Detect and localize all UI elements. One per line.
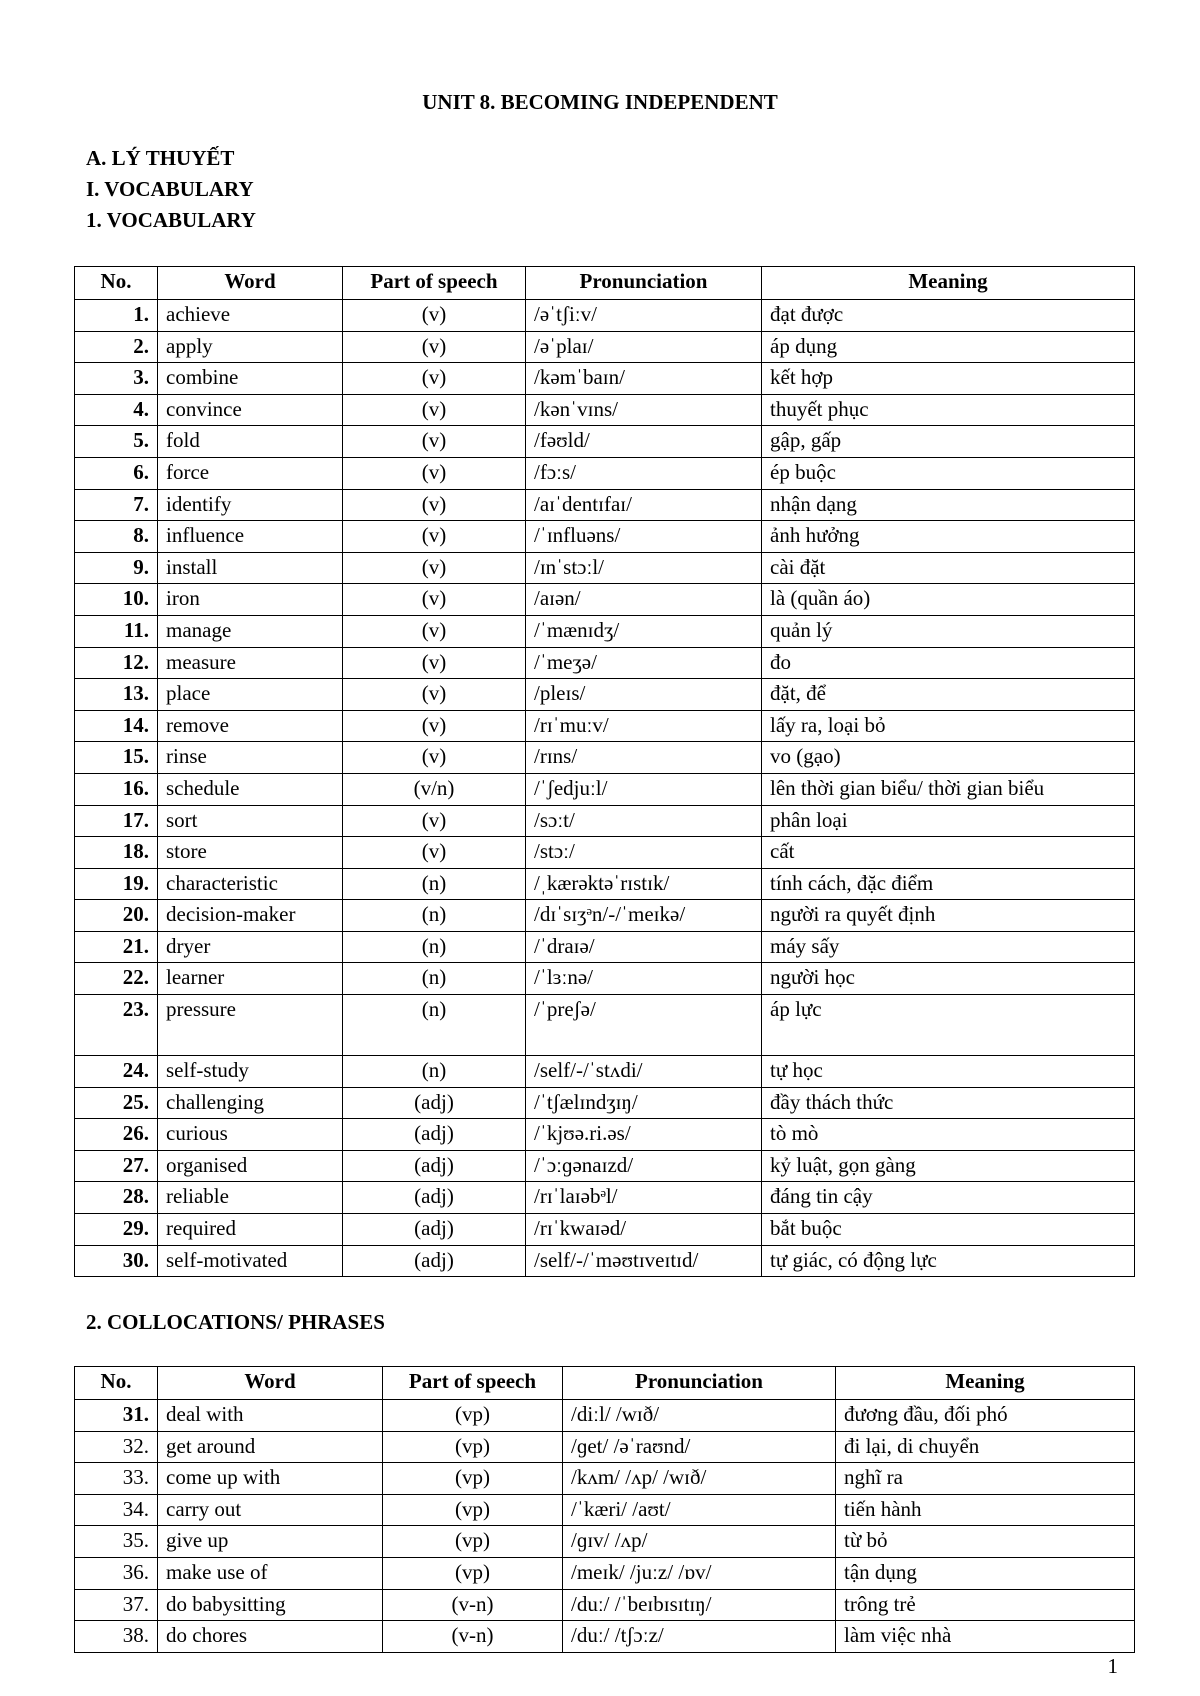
table-row (75, 931, 1135, 963)
cell-pronunciation: /ˌkærəktəˈrɪstɪk/ (526, 868, 762, 900)
cell-meaning: tính cách, đặc điểm (762, 868, 1135, 900)
cell-meaning: cất (762, 837, 1135, 869)
cell-meaning: áp dụng (762, 331, 1135, 363)
table-row (75, 1589, 1135, 1621)
cell-pronunciation: /rɪˈlaɪəbᵊl/ (526, 1182, 762, 1214)
cell-word: apply (158, 331, 343, 363)
table-row (75, 331, 1135, 363)
cell-meaning: thuyết phục (762, 394, 1135, 426)
table-row (75, 1119, 1135, 1151)
cell-word: fold (158, 426, 343, 458)
table-row (75, 457, 1135, 489)
cell-meaning: trông trẻ (836, 1589, 1135, 1621)
cell-pos: (v) (343, 363, 526, 395)
cell-word: reliable (158, 1182, 343, 1214)
cell-meaning: làm việc nhà (836, 1621, 1135, 1653)
cell-pronunciation: /ˈkjʊə.ri.əs/ (526, 1119, 762, 1151)
vocabulary-rows (75, 300, 1135, 1277)
cell-no: 27. (75, 1150, 158, 1182)
cell-meaning: cài đặt (762, 552, 1135, 584)
cell-word: challenging (158, 1087, 343, 1119)
cell-word: do babysitting (158, 1589, 383, 1621)
cell-word: come up with (158, 1463, 383, 1495)
cell-pronunciation: /ɪnˈstɔːl/ (526, 552, 762, 584)
cell-pos: (v/n) (343, 773, 526, 805)
cell-pronunciation: /ˈlɜːnə/ (526, 963, 762, 995)
cell-meaning: đáng tin cậy (762, 1182, 1135, 1214)
cell-word: decision-maker (158, 900, 343, 932)
cell-pos: (v-n) (383, 1589, 563, 1621)
cell-pos: (n) (343, 931, 526, 963)
table-row (75, 489, 1135, 521)
cell-word: iron (158, 584, 343, 616)
cell-no: 8. (75, 521, 158, 553)
cell-no: 13. (75, 679, 158, 711)
cell-pos: (v) (343, 837, 526, 869)
cell-no: 26. (75, 1119, 158, 1151)
cell-word: learner (158, 963, 343, 995)
cell-pronunciation: /ɡet/ /əˈraʊnd/ (563, 1431, 836, 1463)
cell-pronunciation: /pleɪs/ (526, 679, 762, 711)
table-row (75, 1400, 1135, 1432)
cell-pos: (vp) (383, 1557, 563, 1589)
cell-word: deal with (158, 1400, 383, 1432)
cell-word: get around (158, 1431, 383, 1463)
cell-pos: (n) (343, 963, 526, 995)
table-row (75, 1214, 1135, 1246)
cell-pronunciation: /rɪns/ (526, 742, 762, 774)
collocation-rows (75, 1400, 1135, 1653)
cell-meaning: quản lý (762, 615, 1135, 647)
cell-meaning: nhận dạng (762, 489, 1135, 521)
cell-no: 23. (75, 995, 158, 1056)
cell-no: 38. (75, 1621, 158, 1653)
cell-meaning: tò mò (762, 1119, 1135, 1151)
table-row (75, 426, 1135, 458)
page-title: UNIT 8. BECOMING INDEPENDENT (422, 90, 778, 114)
cell-no: 10. (75, 584, 158, 616)
cell-meaning: máy sấy (762, 931, 1135, 963)
cell-no: 35. (75, 1526, 158, 1558)
table-row (75, 805, 1135, 837)
cell-no: 31. (75, 1400, 158, 1432)
cell-meaning: bắt buộc (762, 1214, 1135, 1246)
cell-meaning: kỷ luật, gọn gàng (762, 1150, 1135, 1182)
cell-meaning: đo (762, 647, 1135, 679)
cell-pronunciation: /əˈtʃiːv/ (526, 300, 762, 332)
cell-pronunciation: /ˈkæri/ /aʊt/ (563, 1494, 836, 1526)
cell-no: 3. (75, 363, 158, 395)
cell-word: remove (158, 710, 343, 742)
cell-word: required (158, 1214, 343, 1246)
table-row (75, 552, 1135, 584)
cell-meaning: nghĩ ra (836, 1463, 1135, 1495)
cell-word: self-study (158, 1056, 343, 1088)
cell-word: identify (158, 489, 343, 521)
cell-meaning: ảnh hưởng (762, 521, 1135, 553)
cell-word: install (158, 552, 343, 584)
table-row (75, 1245, 1135, 1277)
cell-pos: (v) (343, 331, 526, 363)
cell-meaning: tận dụng (836, 1557, 1135, 1589)
cell-pos: (vp) (383, 1463, 563, 1495)
cell-word: characteristic (158, 868, 343, 900)
cell-word: measure (158, 647, 343, 679)
col-header-meaning: Meaning (762, 267, 1135, 300)
cell-word: give up (158, 1526, 383, 1558)
cell-meaning: lấy ra, loại bỏ (762, 710, 1135, 742)
cell-pronunciation: /rɪˈmuːv/ (526, 710, 762, 742)
cell-meaning: đặt, để (762, 679, 1135, 711)
cell-no: 4. (75, 394, 158, 426)
cell-pos: (v) (343, 647, 526, 679)
cell-no: 29. (75, 1214, 158, 1246)
subsection-heading-vocabulary: 1. VOCABULARY (86, 208, 256, 232)
table-header-row (75, 267, 1135, 300)
cell-no: 36. (75, 1557, 158, 1589)
cell-pos: (v) (343, 489, 526, 521)
cell-pos: (v) (343, 426, 526, 458)
cell-pos: (v) (343, 394, 526, 426)
table-row (75, 1087, 1135, 1119)
col-header-no: No. (75, 1367, 158, 1400)
table-row (75, 1621, 1135, 1653)
cell-pronunciation: /kənˈvɪns/ (526, 394, 762, 426)
cell-word: schedule (158, 773, 343, 805)
subsection-heading-collocations: 2. COLLOCATIONS/ PHRASES (86, 1310, 385, 1334)
cell-no: 19. (75, 868, 158, 900)
cell-word: force (158, 457, 343, 489)
table-row (75, 394, 1135, 426)
cell-pos: (v) (343, 742, 526, 774)
cell-pos: (v-n) (383, 1621, 563, 1653)
cell-no: 16. (75, 773, 158, 805)
cell-word: rinse (158, 742, 343, 774)
table-row (75, 584, 1135, 616)
cell-no: 7. (75, 489, 158, 521)
cell-word: pressure (158, 995, 343, 1056)
table-row (75, 1463, 1135, 1495)
cell-no: 14. (75, 710, 158, 742)
cell-pronunciation: /aɪˈdentɪfaɪ/ (526, 489, 762, 521)
table-row (75, 1494, 1135, 1526)
cell-no: 22. (75, 963, 158, 995)
cell-pronunciation: /ˈpreʃə/ (526, 995, 762, 1056)
cell-pronunciation: /ˈɪnfluəns/ (526, 521, 762, 553)
cell-pronunciation: /duː/ /ˈbeɪbɪsɪtɪŋ/ (563, 1589, 836, 1621)
cell-no: 5. (75, 426, 158, 458)
page-number: 1 (1107, 1654, 1118, 1678)
col-header-pos: Part of speech (383, 1367, 563, 1400)
vocabulary-table (74, 266, 1135, 1277)
cell-no: 2. (75, 331, 158, 363)
table-row (75, 679, 1135, 711)
cell-meaning: phân loại (762, 805, 1135, 837)
table-row (75, 1526, 1135, 1558)
table-header-row (75, 1367, 1135, 1400)
cell-meaning: đạt được (762, 300, 1135, 332)
cell-word: curious (158, 1119, 343, 1151)
cell-pos: (adj) (343, 1245, 526, 1277)
cell-pos: (adj) (343, 1150, 526, 1182)
cell-word: carry out (158, 1494, 383, 1526)
cell-no: 11. (75, 615, 158, 647)
cell-word: sort (158, 805, 343, 837)
table-row (75, 868, 1135, 900)
cell-pronunciation: /aɪən/ (526, 584, 762, 616)
cell-no: 37. (75, 1589, 158, 1621)
cell-meaning: tự học (762, 1056, 1135, 1088)
table-row (75, 300, 1135, 332)
cell-pos: (vp) (383, 1431, 563, 1463)
cell-meaning: lên thời gian biểu/ thời gian biểu (762, 773, 1135, 805)
table-row (75, 963, 1135, 995)
cell-pos: (vp) (383, 1494, 563, 1526)
cell-pos: (adj) (343, 1087, 526, 1119)
cell-pos: (v) (343, 584, 526, 616)
cell-pronunciation: /duː/ /tʃɔːz/ (563, 1621, 836, 1653)
table-row (75, 773, 1135, 805)
cell-pos: (adj) (343, 1119, 526, 1151)
cell-word: place (158, 679, 343, 711)
cell-pronunciation: /meɪk/ /juːz/ /ɒv/ (563, 1557, 836, 1589)
cell-no: 21. (75, 931, 158, 963)
cell-no: 17. (75, 805, 158, 837)
cell-meaning: vo (gạo) (762, 742, 1135, 774)
cell-word: dryer (158, 931, 343, 963)
cell-no: 12. (75, 647, 158, 679)
cell-word: manage (158, 615, 343, 647)
cell-pos: (v) (343, 300, 526, 332)
cell-word: store (158, 837, 343, 869)
cell-pos: (adj) (343, 1182, 526, 1214)
cell-pronunciation: /ɡɪv/ /ʌp/ (563, 1526, 836, 1558)
cell-meaning: từ bỏ (836, 1526, 1135, 1558)
cell-word: organised (158, 1150, 343, 1182)
cell-meaning: đầy thách thức (762, 1087, 1135, 1119)
cell-pos: (v) (343, 805, 526, 837)
cell-pos: (n) (343, 995, 526, 1056)
cell-no: 30. (75, 1245, 158, 1277)
table-row (75, 521, 1135, 553)
cell-pos: (n) (343, 900, 526, 932)
cell-meaning: người ra quyết định (762, 900, 1135, 932)
cell-meaning: là (quần áo) (762, 584, 1135, 616)
cell-pronunciation: /kəmˈbaɪn/ (526, 363, 762, 395)
cell-meaning: gập, gấp (762, 426, 1135, 458)
cell-no: 28. (75, 1182, 158, 1214)
cell-pronunciation: /rɪˈkwaɪəd/ (526, 1214, 762, 1246)
collocations-table (74, 1366, 1135, 1653)
cell-meaning: đương đầu, đối phó (836, 1400, 1135, 1432)
table-row (75, 1182, 1135, 1214)
cell-word: influence (158, 521, 343, 553)
cell-pos: (v) (343, 457, 526, 489)
cell-pos: (v) (343, 615, 526, 647)
col-header-word: Word (158, 267, 343, 300)
cell-word: self-motivated (158, 1245, 343, 1277)
col-header-pron: Pronunciation (563, 1367, 836, 1400)
cell-no: 1. (75, 300, 158, 332)
cell-pronunciation: /fəʊld/ (526, 426, 762, 458)
cell-pos: (v) (343, 679, 526, 711)
cell-no: 6. (75, 457, 158, 489)
table-row (75, 615, 1135, 647)
col-header-word: Word (158, 1367, 383, 1400)
cell-pronunciation: /kʌm/ /ʌp/ /wɪð/ (563, 1463, 836, 1495)
cell-word: make use of (158, 1557, 383, 1589)
cell-pronunciation: /ˈtʃælɪndʒɪŋ/ (526, 1087, 762, 1119)
section-heading-theory: A. LÝ THUYẾT (86, 146, 235, 170)
cell-pos: (v) (343, 552, 526, 584)
cell-no: 18. (75, 837, 158, 869)
section-heading-vocabulary: I. VOCABULARY (86, 177, 254, 201)
cell-no: 9. (75, 552, 158, 584)
cell-word: combine (158, 363, 343, 395)
table-row (75, 900, 1135, 932)
col-header-pron: Pronunciation (526, 267, 762, 300)
cell-pronunciation: /diːl/ /wɪð/ (563, 1400, 836, 1432)
cell-meaning: tự giác, có động lực (762, 1245, 1135, 1277)
cell-pronunciation: /stɔː/ (526, 837, 762, 869)
cell-pronunciation: /ˈdraɪə/ (526, 931, 762, 963)
table-row (75, 995, 1135, 1056)
cell-pos: (n) (343, 868, 526, 900)
col-header-meaning: Meaning (836, 1367, 1135, 1400)
cell-pos: (adj) (343, 1214, 526, 1246)
cell-pos: (v) (343, 710, 526, 742)
cell-pronunciation: /ˈmænɪdʒ/ (526, 615, 762, 647)
table-row (75, 837, 1135, 869)
col-header-pos: Part of speech (343, 267, 526, 300)
table-row (75, 363, 1135, 395)
cell-pronunciation: /ˈɔːɡənaɪzd/ (526, 1150, 762, 1182)
cell-no: 24. (75, 1056, 158, 1088)
col-header-no: No. (75, 267, 158, 300)
cell-word: do chores (158, 1621, 383, 1653)
cell-no: 34. (75, 1494, 158, 1526)
cell-no: 25. (75, 1087, 158, 1119)
cell-meaning: áp lực (762, 995, 1135, 1056)
cell-pronunciation: /əˈplaɪ/ (526, 331, 762, 363)
table-row (75, 647, 1135, 679)
table-row (75, 1431, 1135, 1463)
cell-pos: (n) (343, 1056, 526, 1088)
cell-no: 33. (75, 1463, 158, 1495)
cell-word: convince (158, 394, 343, 426)
cell-word: achieve (158, 300, 343, 332)
table-row (75, 710, 1135, 742)
cell-pos: (vp) (383, 1526, 563, 1558)
cell-meaning: đi lại, di chuyển (836, 1431, 1135, 1463)
cell-no: 20. (75, 900, 158, 932)
cell-no: 15. (75, 742, 158, 774)
table-row (75, 742, 1135, 774)
table-row (75, 1056, 1135, 1088)
cell-pronunciation: /sɔːt/ (526, 805, 762, 837)
cell-pronunciation: /ˈʃedjuːl/ (526, 773, 762, 805)
cell-pronunciation: /fɔːs/ (526, 457, 762, 489)
cell-pronunciation: /dɪˈsɪʒᵊn/-/ˈmeɪkə/ (526, 900, 762, 932)
table-row (75, 1150, 1135, 1182)
cell-pronunciation: /self/-/ˈməʊtɪveɪtɪd/ (526, 1245, 762, 1277)
cell-no: 32. (75, 1431, 158, 1463)
cell-meaning: tiến hành (836, 1494, 1135, 1526)
cell-meaning: ép buộc (762, 457, 1135, 489)
cell-meaning: người học (762, 963, 1135, 995)
table-row (75, 1557, 1135, 1589)
cell-meaning: kết hợp (762, 363, 1135, 395)
cell-pronunciation: /self/-/ˈstʌdi/ (526, 1056, 762, 1088)
cell-pos: (v) (343, 521, 526, 553)
cell-pos: (vp) (383, 1400, 563, 1432)
cell-pronunciation: /ˈmeʒə/ (526, 647, 762, 679)
